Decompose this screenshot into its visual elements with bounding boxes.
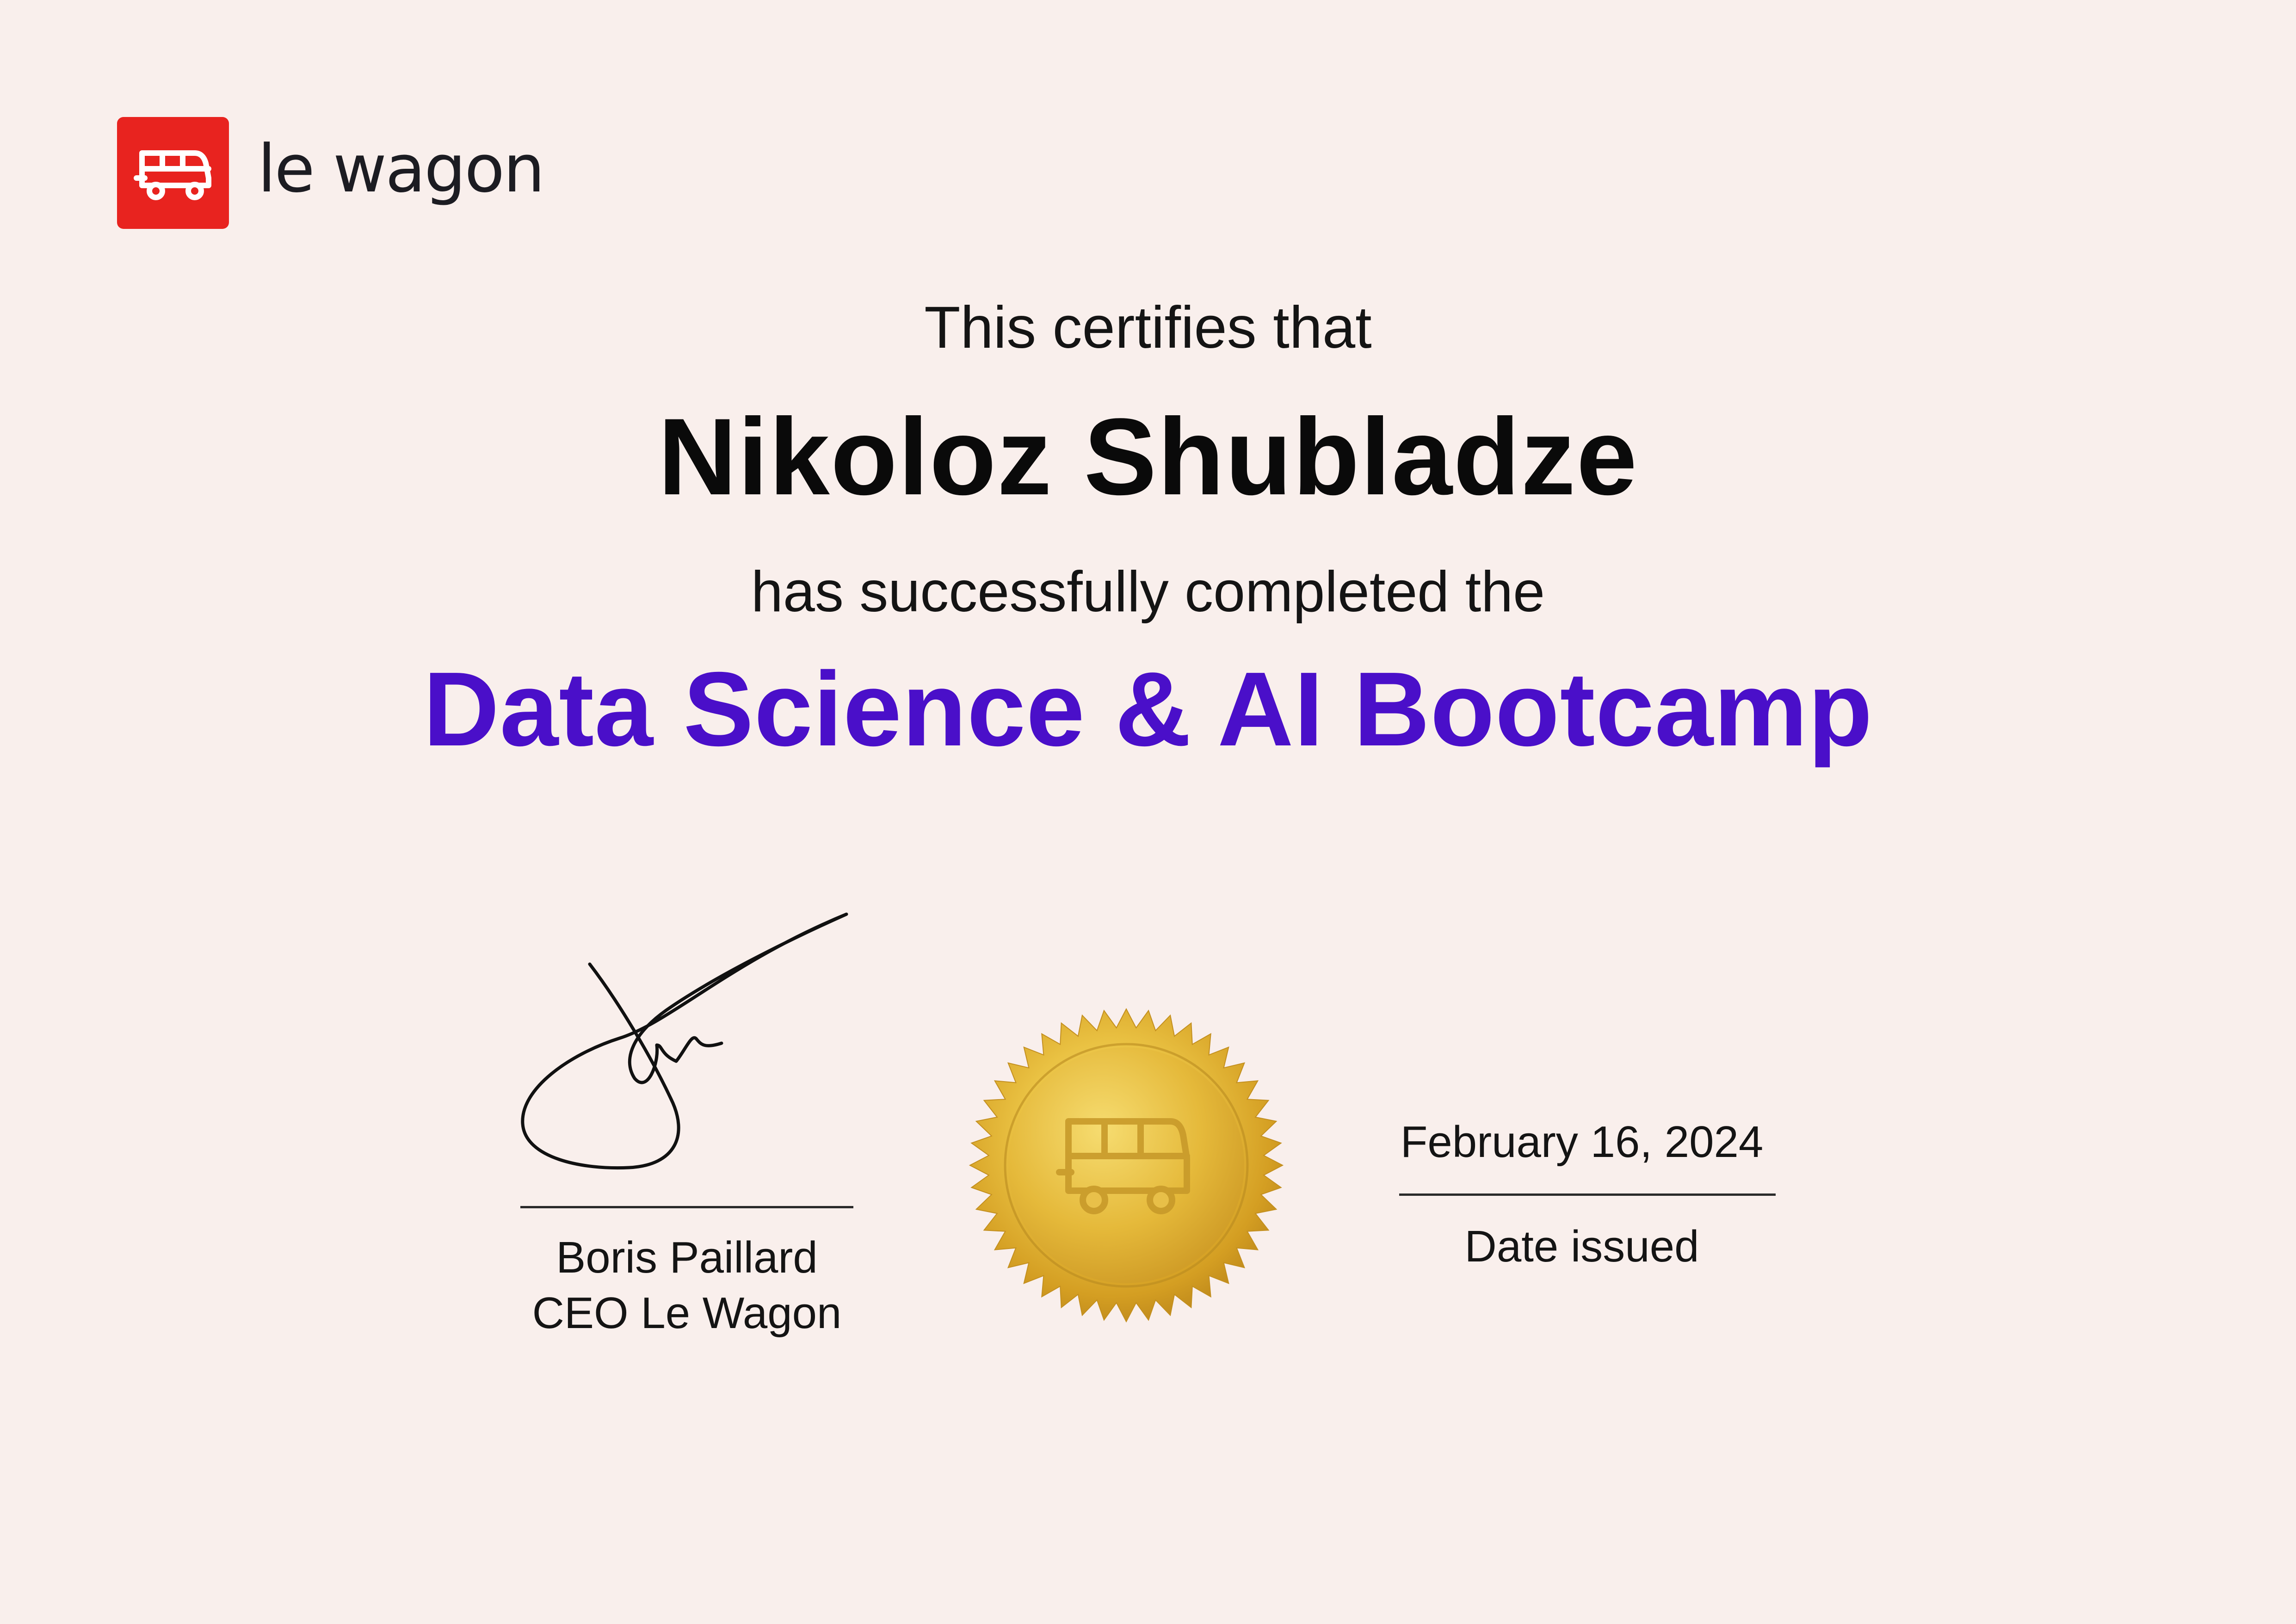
recipient-name: Nikoloz Shubladze xyxy=(658,396,1638,518)
logo-mark xyxy=(117,117,229,229)
brand-logo xyxy=(117,117,543,229)
date-line xyxy=(1399,1193,1776,1196)
date-label: Date issued xyxy=(1464,1222,1699,1271)
issue-date: February 16, 2024 xyxy=(1400,1117,1764,1167)
signature-line xyxy=(520,1206,853,1208)
gold-seal xyxy=(967,1006,1286,1325)
brand-name: le wagon xyxy=(258,131,544,207)
certifies-intro: This certifies that xyxy=(924,295,1372,361)
signatory-title: CEO Le Wagon xyxy=(532,1288,842,1338)
completion-text: has successfully completed the xyxy=(751,560,1545,624)
van-icon xyxy=(134,143,212,203)
program-title: Data Science & AI Bootcamp xyxy=(423,651,1873,768)
signatory-name: Boris Paillard xyxy=(556,1233,818,1282)
signature-image xyxy=(513,906,865,1184)
